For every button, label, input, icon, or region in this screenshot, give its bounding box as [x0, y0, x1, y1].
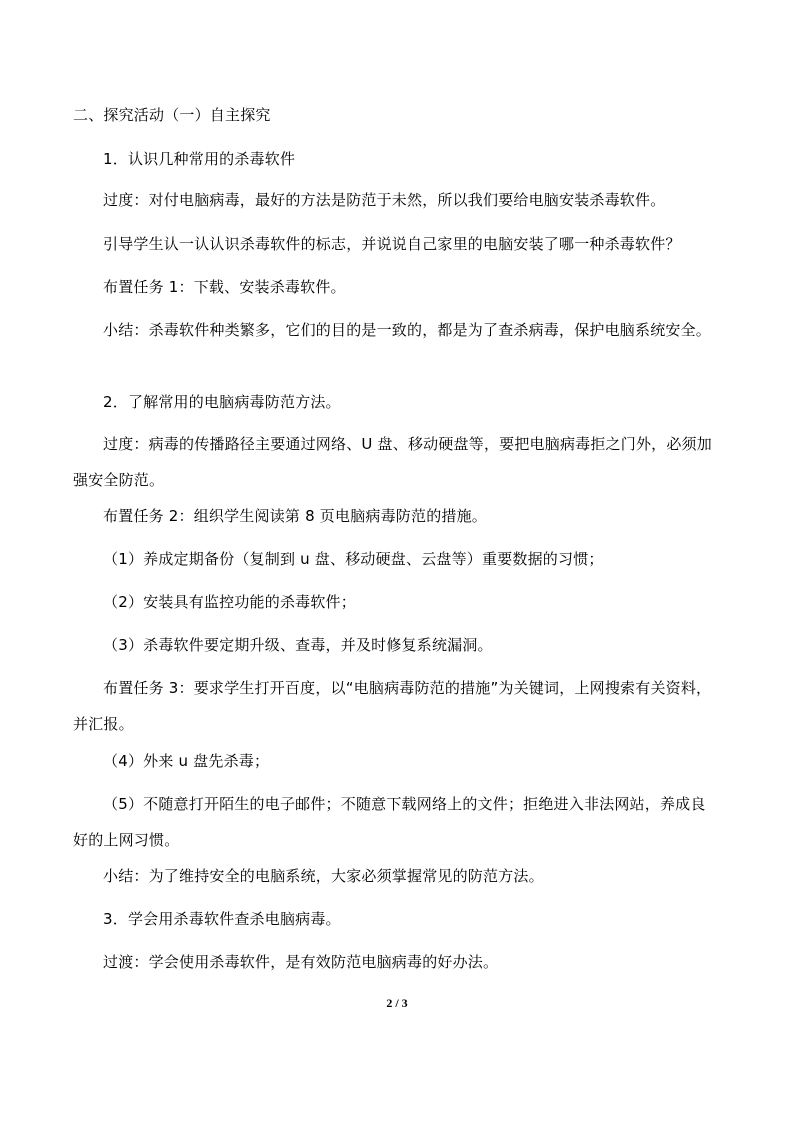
subsection-heading-3: 3．学会用杀毒软件查杀电脑病毒。 [103, 910, 341, 928]
paragraph-task-1: 布置任务 1：下载、安装杀毒软件。 [103, 278, 346, 296]
paragraph-task-3: 布置任务 3：要求学生打开百度，以“电脑病毒防范的措施”为关键词，上网搜索有关资料，并汇报。 [73, 679, 712, 733]
list-item-5: （5）不随意打开陌生的电子邮件；不随意下载网络上的文件；拒绝进入非法网站，养成良好的上网习惯。 [73, 795, 706, 849]
subsection-heading-2: 2．了解常用的电脑病毒防范方法。 [103, 393, 341, 411]
paragraph-task-2: 布置任务 2：组织学生阅读第 8 页电脑病毒防范的措施。 [103, 507, 487, 525]
section-heading: 二、探究活动（一）自主探究 [73, 106, 271, 124]
paragraph-transition-3: 过渡：学会使用杀毒软件，是有效防范电脑病毒的好办法。 [103, 953, 499, 971]
paragraph-transition-1: 过度：对付电脑病毒，最好的方法是防范于未然，所以我们要给电脑安装杀毒软件。 [103, 191, 666, 209]
paragraph-summary-1: 小结：杀毒软件种类繁多，它们的目的是一致的，都是为了查杀病毒，保护电脑系统安全。 [103, 321, 712, 339]
subsection-heading-1: 1．认识几种常用的杀毒软件 [103, 150, 296, 168]
list-item-1: （1）养成定期备份（复制到 u 盘、移动硬盘、云盘等）重要数据的习惯； [103, 550, 604, 568]
list-item-4: （4）外来 u 盘先杀毒； [103, 752, 270, 770]
page-number: 2 / 3 [386, 996, 408, 1010]
list-item-3: （3）杀毒软件要定期升级、查毒，并及时修复系统漏洞。 [103, 636, 493, 654]
paragraph-guide: 引导学生认一认认识杀毒软件的标志，并说说自己家里的电脑安装了哪一种杀毒软件？ [103, 235, 681, 253]
paragraph-summary-2: 小结：为了维持安全的电脑系统，大家必须掌握常见的防范方法。 [103, 867, 544, 885]
list-item-2: （2）安装具有监控功能的杀毒软件； [103, 593, 356, 611]
paragraph-transition-2: 过度：病毒的传播路径主要通过网络、U 盘、移动硬盘等，要把电脑病毒拒之门外，必须加强安全防范。 [73, 435, 712, 489]
